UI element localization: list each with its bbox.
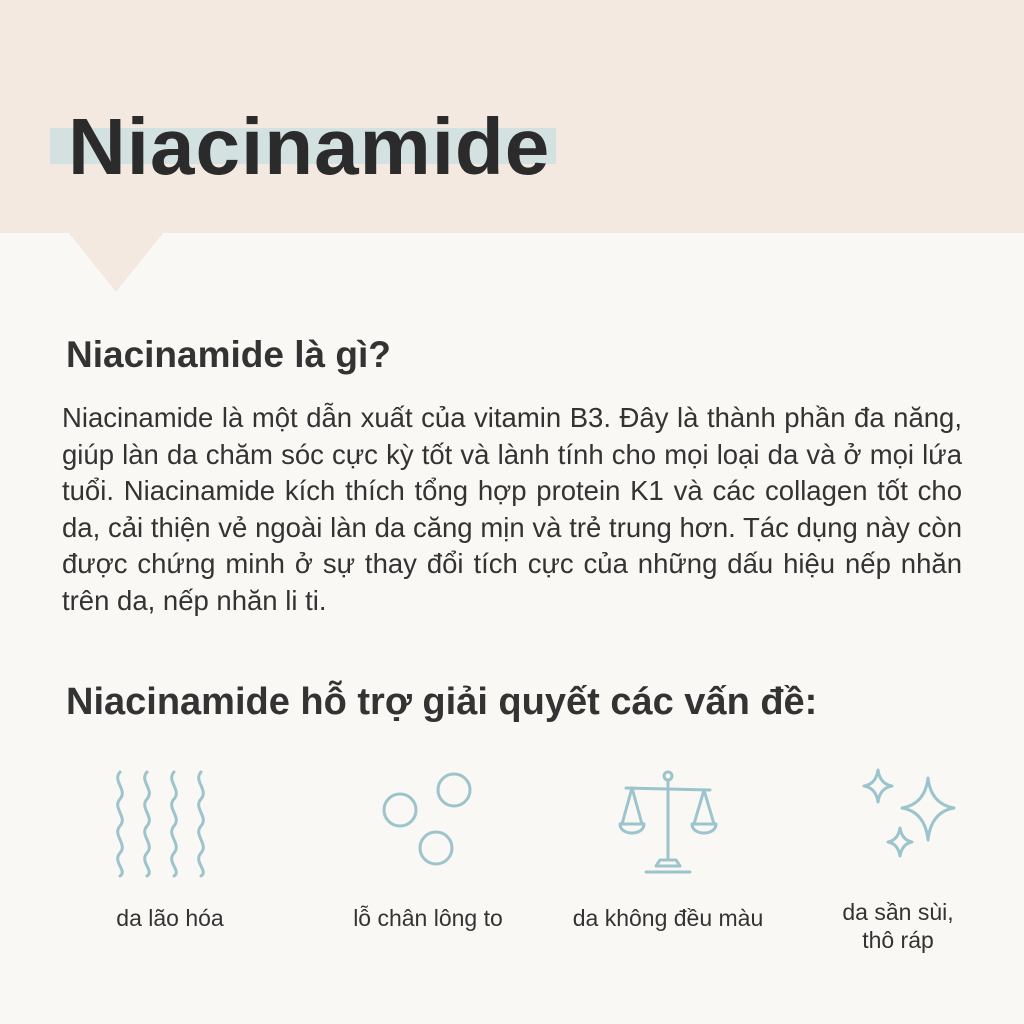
feature-label-rough [778,898,1018,954]
feature-label-tone: da không đều màu [572,905,764,931]
feature-rough-skin [778,768,1018,968]
page-title: Niacinamide [68,102,551,191]
header-pointer [68,232,164,292]
feature-aging-skin [50,768,290,968]
feature-label-pores: lỗ chân lông to [353,905,503,931]
description-paragraph: Niacinamide là một dẫn xuất của vitamin B3. Đây là thành phần đa năng, giúp làn da chăm sóc cực kỳ tốt và lành tính cho mọi loại da và ở mọi lứa tuổi. Niacinamide kích thích tổng hợp protein K1 và các collagen tốt cho da, cải thiện vẻ ngoài làn da căng mịn và trẻ trung hơn. Tác dụng này còn được chứng minh ở sự thay đổi tích cực của những dấu hiệu nếp nhăn trên da, nếp nhăn li ti. [62,402,962,616]
wavy-lines-icon [110,768,230,878]
solves-heading: Niacinamide hỗ trợ giải quyết các vấn đề: [66,681,818,723]
sparkles-icon [838,768,958,878]
feature-label-rough-line1: da sần sùi, [842,899,954,925]
feature-label-aging: da lão hóa [116,905,224,931]
balance-scale-icon [608,768,728,878]
feature-label-rough-line2: thô ráp [862,927,934,953]
circles-icon [368,768,488,878]
feature-uneven-tone [548,768,788,968]
what-is-heading: Niacinamide là gì? [66,334,391,375]
feature-large-pores [308,768,548,968]
